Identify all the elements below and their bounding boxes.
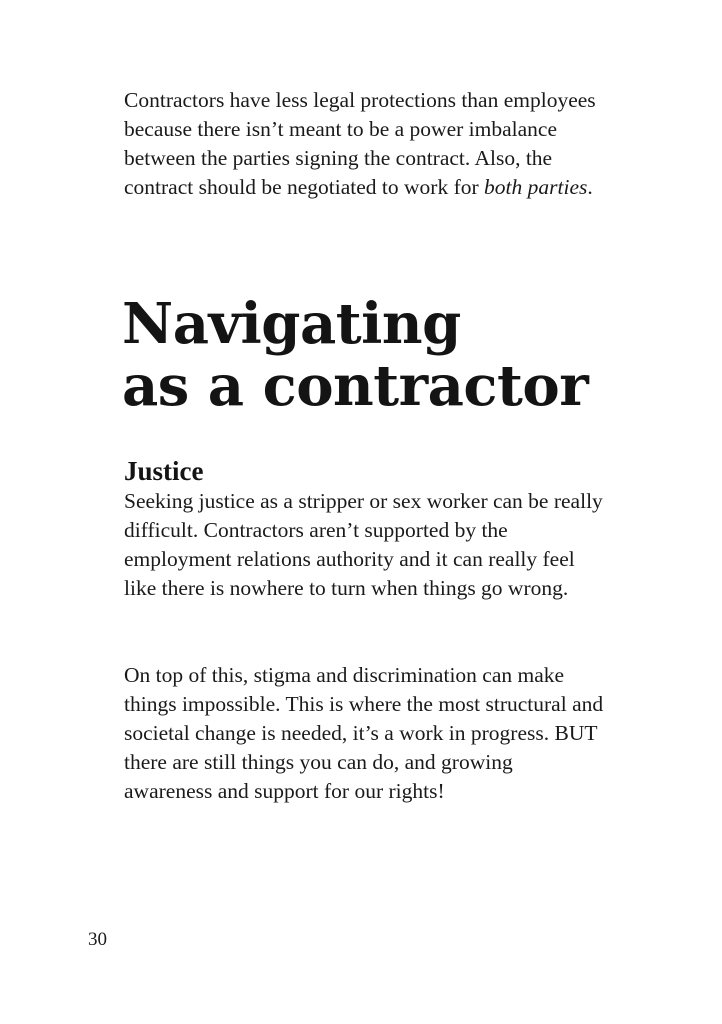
body-paragraph: Seeking justice as a stripper or sex worker can be really difficult. Contractors aren’t supported by the employment relations authority and it can really feel like there is nowhere to turn when things go wrong.: [124, 489, 603, 600]
intro-emphasis: both parties: [484, 175, 588, 199]
intro-text: Contractors have less legal protections than employees because there isn’t meant to be a power imbalance between the parties signing the contract. Also, the contract should be negotiated to work for: [124, 88, 596, 199]
heading-line-2: as a contractor: [122, 353, 589, 419]
body-paragraph: On top of this, stigma and discrimination can make things impossible. This is where the most structural and societal change is needed, it’s a work in progress. BUT there are still things you can do, and growing awareness and support for our rights!: [124, 663, 604, 803]
heading-line-1: Navigating: [122, 291, 461, 357]
intro-text-end: .: [587, 175, 593, 199]
page-number: 30: [88, 929, 107, 950]
intro-paragraph: [124, 86, 604, 202]
subsection-title: Justice: [124, 456, 204, 486]
section-heading: [122, 293, 682, 417]
